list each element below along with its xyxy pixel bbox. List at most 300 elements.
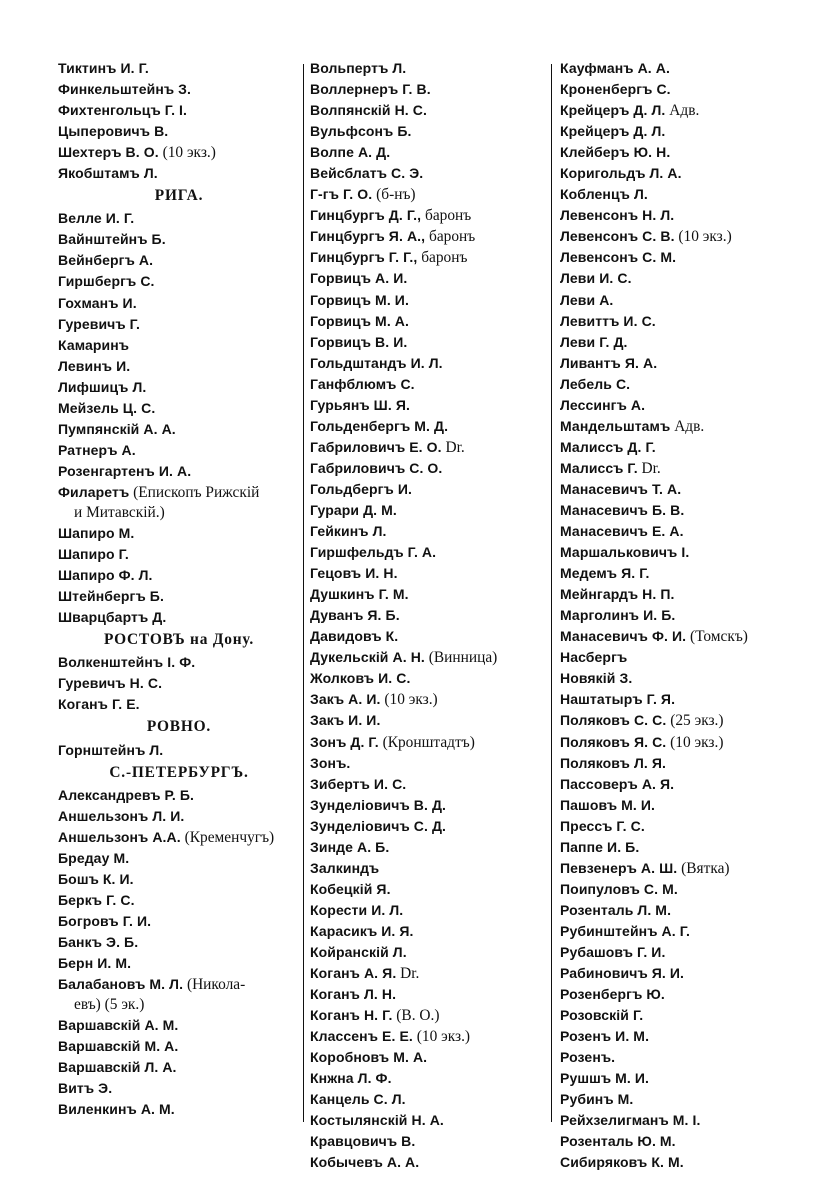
subscriber-entry bbox=[310, 437, 552, 458]
subscriber-name: Зунделіовичъ В. Д. bbox=[310, 796, 447, 813]
subscriber-name: Балабановъ М. Л. bbox=[58, 976, 184, 993]
subscriber-name: Ливантъ Я. А. bbox=[560, 354, 658, 371]
subscriber-entry bbox=[310, 563, 552, 584]
subscriber-name: Поляковъ Л. Я. bbox=[560, 754, 667, 771]
subscriber-name: Кравцовичъ В. bbox=[310, 1133, 416, 1150]
subscriber-entry bbox=[310, 290, 552, 311]
subscriber-name: Кобецкій Я. bbox=[310, 880, 391, 897]
subscriber-entry bbox=[560, 311, 822, 332]
subscriber-entry bbox=[560, 963, 822, 984]
subscriber-name: Шварцбартъ Д. bbox=[58, 609, 167, 626]
subscriber-entry bbox=[560, 1152, 822, 1173]
subscriber-entry bbox=[310, 58, 552, 79]
subscriber-name: Леви Г. Д. bbox=[560, 333, 628, 350]
subscriber-name: Витъ Э. bbox=[58, 1080, 113, 1097]
subscriber-name: Шапиро Ф. Л. bbox=[58, 567, 153, 584]
subscriber-name: Зинде А. Б. bbox=[310, 838, 390, 855]
subscriber-entry bbox=[310, 1152, 552, 1173]
subscriber-name: Гуревичъ Г. bbox=[58, 315, 140, 332]
subscriber-entry bbox=[310, 268, 552, 289]
subscriber-name: Гиршбергъ С. bbox=[58, 273, 155, 290]
subscriber-name: Пассоверъ А. Я. bbox=[560, 775, 675, 792]
subscriber-name: Залкиндъ bbox=[310, 859, 380, 876]
subscriber-entry bbox=[310, 542, 552, 563]
subscriber-name: Манасевичъ Ф. И. bbox=[560, 628, 687, 645]
subscriber-entry bbox=[560, 710, 822, 731]
subscriber-entry bbox=[560, 121, 822, 142]
subscriber-entry bbox=[58, 1057, 300, 1078]
subscriber-entry bbox=[310, 458, 552, 479]
subscriber-entry bbox=[560, 1068, 822, 1089]
subscriber-name: Крейцеръ Д. Л. bbox=[560, 102, 666, 119]
subscriber-name: Александревъ Р. Б. bbox=[58, 786, 194, 803]
subscriber-name: Мейнгардъ Н. П. bbox=[560, 586, 675, 603]
subscriber-name: Вольпертъ Л. bbox=[310, 60, 407, 76]
subscriber-name: Лебель С. bbox=[560, 375, 631, 392]
subscriber-note-continuation: и Митавскій.) bbox=[74, 503, 165, 521]
subscriber-entry bbox=[58, 356, 300, 377]
subscriber-name: Г-гъ Г. О. bbox=[310, 186, 373, 203]
subscriber-name: Якобштамъ Л. bbox=[58, 165, 158, 182]
subscriber-name: Певзенеръ А. Ш. bbox=[560, 859, 678, 876]
subscriber-entry bbox=[560, 647, 822, 668]
subscriber-entry bbox=[310, 311, 552, 332]
subscriber-entry bbox=[58, 652, 300, 673]
subscriber-name: Зунделіовичъ С. Д. bbox=[310, 817, 447, 834]
subscriber-name: Поипуловъ С. М. bbox=[560, 880, 678, 897]
subscriber-entry bbox=[310, 710, 552, 731]
subscriber-name: Лессингъ А. bbox=[560, 396, 646, 413]
subscriber-entry bbox=[560, 732, 822, 753]
subscriber-note: (25 экз.) bbox=[670, 712, 724, 730]
subscriber-entry bbox=[58, 544, 300, 565]
subscriber-entry bbox=[58, 142, 300, 163]
subscriber-name: Левенсонъ С. М. bbox=[560, 249, 677, 266]
subscriber-note: (10 экз.) bbox=[162, 144, 216, 162]
subscriber-entry bbox=[560, 795, 822, 816]
subscriber-entry bbox=[560, 816, 822, 837]
subscriber-name: Воллернеръ Г. В. bbox=[310, 81, 431, 98]
subscriber-name: Насбергъ bbox=[560, 649, 628, 666]
subscriber-entry bbox=[58, 1015, 300, 1036]
subscriber-name: Бредау М. bbox=[58, 849, 130, 866]
subscriber-name: Шапиро М. bbox=[58, 525, 135, 542]
subscriber-name: Бошъ К. И. bbox=[58, 870, 134, 887]
subscriber-entry bbox=[310, 374, 552, 395]
subscriber-entry bbox=[310, 1005, 552, 1026]
subscriber-entry bbox=[310, 942, 552, 963]
subscriber-name: Левиттъ И. С. bbox=[560, 312, 656, 329]
subscriber-entry bbox=[310, 1047, 552, 1068]
subscriber-name: Зонъ. bbox=[310, 754, 351, 771]
subscriber-name: Коробновъ М. А. bbox=[310, 1049, 428, 1066]
subscriber-name: Поляковъ С. С. bbox=[560, 712, 667, 729]
column-divider-1 bbox=[303, 64, 304, 1122]
subscriber-entry bbox=[310, 247, 552, 268]
subscriber-entry bbox=[560, 142, 822, 163]
subscriber-note-continuation: евъ) (5 эк.) bbox=[74, 996, 145, 1014]
subscriber-entry bbox=[560, 479, 822, 500]
subscriber-name: Виленкинъ А. М. bbox=[58, 1101, 175, 1118]
subscriber-name: Мейзель Ц. С. bbox=[58, 399, 156, 416]
subscriber-note: (Кронштадтъ) bbox=[382, 733, 475, 751]
subscriber-note: (Кременчугъ) bbox=[184, 828, 275, 846]
subscriber-name: Горвицъ В. И. bbox=[310, 333, 408, 350]
city-heading-text: РОСТОВЪ на Дону. bbox=[103, 631, 255, 649]
subscriber-entry bbox=[310, 753, 552, 774]
subscriber-entry bbox=[310, 816, 552, 837]
subscriber-entry bbox=[560, 837, 822, 858]
subscriber-entry bbox=[310, 795, 552, 816]
subscriber-name: Левенсонъ С. В. bbox=[560, 228, 675, 245]
subscriber-note: Адв. bbox=[669, 102, 700, 120]
subscriber-entry bbox=[560, 521, 822, 542]
subscriber-entry bbox=[560, 1089, 822, 1110]
subscriber-name: Зибертъ И. С. bbox=[310, 775, 407, 792]
subscriber-name: Дукельскій А. Н. bbox=[310, 649, 425, 666]
subscriber-entry bbox=[58, 827, 300, 848]
column-3 bbox=[560, 58, 822, 1171]
subscriber-entry bbox=[58, 806, 300, 827]
subscriber-entry bbox=[58, 271, 300, 292]
subscriber-name: Канцель С. Л. bbox=[310, 1091, 406, 1108]
subscriber-note: (Винница) bbox=[428, 649, 498, 667]
subscriber-name: Манасевичъ Б. В. bbox=[560, 501, 685, 518]
subscriber-entry bbox=[310, 100, 552, 121]
subscriber-name: Рейхзелигманъ М. І. bbox=[560, 1112, 701, 1129]
subscriber-name: Закъ И. И. bbox=[310, 712, 381, 729]
column-1 bbox=[58, 58, 300, 1128]
subscriber-entry bbox=[58, 314, 300, 335]
subscriber-entry bbox=[58, 869, 300, 890]
subscriber-name: Ганфблюмъ С. bbox=[310, 375, 415, 392]
subscriber-entry bbox=[560, 332, 822, 353]
subscriber-entry bbox=[58, 1099, 300, 1120]
subscriber-name: Коганъ А. Я. bbox=[310, 965, 397, 982]
subscriber-name: Гольдштандъ И. Л. bbox=[310, 354, 443, 371]
subscriber-name: Гурари Д. М. bbox=[310, 501, 397, 518]
subscriber-entry bbox=[560, 542, 822, 563]
subscriber-name: Гейкинъ Л. bbox=[310, 523, 387, 540]
subscriber-entry bbox=[58, 419, 300, 440]
subscriber-name: Волкенштейнъ І. Ф. bbox=[58, 654, 196, 671]
subscriber-name: Манасевичъ Е. А. bbox=[560, 523, 684, 540]
subscriber-name: Гохманъ И. bbox=[58, 294, 137, 311]
subscriber-entry bbox=[310, 879, 552, 900]
subscriber-entry bbox=[560, 858, 822, 879]
subscriber-entry bbox=[310, 184, 552, 205]
subscriber-name: Медемъ Я. Г. bbox=[560, 565, 650, 582]
subscriber-entry bbox=[310, 689, 552, 710]
subscriber-entry bbox=[58, 785, 300, 806]
subscriber-entry bbox=[58, 440, 300, 461]
subscriber-name: Рушшъ М. И. bbox=[560, 1070, 650, 1087]
subscriber-name: Наштатыръ Г. Я. bbox=[560, 691, 676, 708]
city-heading-text: РИГА. bbox=[154, 187, 204, 205]
subscriber-name: Филаретъ bbox=[58, 483, 130, 500]
subscriber-entry bbox=[560, 500, 822, 521]
subscriber-name: Малиссъ Д. Г. bbox=[560, 438, 656, 455]
subscriber-entry bbox=[560, 1131, 822, 1152]
subscriber-entry bbox=[560, 921, 822, 942]
subscriber-name: Беркъ Г. С. bbox=[58, 891, 135, 908]
subscriber-entry bbox=[58, 694, 300, 715]
subscriber-entry bbox=[310, 900, 552, 921]
subscriber-name: Ратнеръ А. bbox=[58, 441, 136, 458]
subscriber-name: Левенсонъ Н. Л. bbox=[560, 207, 675, 224]
subscriber-note: Dr. bbox=[641, 459, 661, 477]
subscriber-name: Розенъ И. М. bbox=[560, 1028, 650, 1045]
subscriber-name: Гецовъ И. Н. bbox=[310, 565, 398, 582]
city-heading bbox=[58, 715, 300, 739]
subscriber-name: Розенбергъ Ю. bbox=[560, 986, 665, 1003]
subscriber-name: Шехтеръ В. О. bbox=[58, 144, 159, 161]
column-divider-2 bbox=[551, 64, 552, 1122]
subscriber-name: Велле И. Г. bbox=[58, 210, 135, 227]
subscriber-entry bbox=[560, 1110, 822, 1131]
subscriber-entry bbox=[560, 374, 822, 395]
subscriber-entry bbox=[310, 584, 552, 605]
subscriber-entry bbox=[58, 121, 300, 142]
subscriber-entry bbox=[58, 377, 300, 398]
subscriber-entry bbox=[560, 753, 822, 774]
subscriber-name: Габриловичъ С. О. bbox=[310, 459, 443, 476]
subscriber-entry bbox=[560, 268, 822, 289]
subscriber-entry bbox=[560, 247, 822, 268]
subscriber-name: Манасевичъ Т. А. bbox=[560, 480, 682, 497]
subscriber-entry bbox=[560, 668, 822, 689]
subscriber-name: Рубашовъ Г. И. bbox=[560, 943, 666, 960]
subscriber-entry bbox=[560, 626, 822, 647]
subscriber-name: Жолковъ И. С. bbox=[310, 670, 411, 687]
subscriber-name: Горнштейнъ Л. bbox=[58, 741, 164, 758]
subscriber-name: Пашовъ М. И. bbox=[560, 796, 656, 813]
subscriber-entry bbox=[58, 932, 300, 953]
subscriber-name: Вейнбергъ А. bbox=[58, 252, 154, 269]
subscriber-entry bbox=[310, 142, 552, 163]
subscriber-entry bbox=[310, 1110, 552, 1131]
subscriber-entry bbox=[58, 848, 300, 869]
subscriber-entry bbox=[58, 100, 300, 121]
subscriber-name: Кобычевъ А. А. bbox=[310, 1154, 420, 1171]
subscriber-entry bbox=[310, 353, 552, 374]
subscriber-name: Рабиновичъ Я. И. bbox=[560, 965, 685, 982]
subscriber-entry bbox=[58, 208, 300, 229]
subscriber-name: Финкельштейнъ З. bbox=[58, 81, 192, 98]
subscriber-name: Гинцбургъ Я. А., bbox=[310, 228, 426, 245]
subscriber-name: Костылянскій Н. А. bbox=[310, 1112, 444, 1129]
subscriber-entry bbox=[560, 563, 822, 584]
subscriber-entry bbox=[58, 565, 300, 586]
subscriber-name: Гиршфельдъ Г. А. bbox=[310, 544, 437, 561]
subscriber-name: Прессъ Г. С. bbox=[560, 817, 645, 834]
subscriber-note: (В. О.) bbox=[396, 1007, 440, 1025]
subscriber-entry bbox=[560, 584, 822, 605]
subscriber-entry bbox=[58, 461, 300, 482]
subscriber-name: Волпе А. Д. bbox=[310, 144, 391, 161]
subscriber-name: Розенталь Л. М. bbox=[560, 901, 672, 918]
subscriber-name: Розовскій Г. bbox=[560, 1007, 644, 1024]
subscriber-name: Гурьянъ Ш. Я. bbox=[310, 396, 410, 413]
subscriber-entry bbox=[58, 250, 300, 271]
subscriber-name: Варшавскій А. М. bbox=[58, 1017, 179, 1034]
subscriber-name: Маршальковичъ І. bbox=[560, 544, 690, 561]
subscriber-note: (Томскъ) bbox=[690, 628, 748, 646]
subscriber-entry bbox=[560, 58, 822, 79]
subscriber-entry bbox=[560, 416, 822, 437]
subscriber-name: Гинцбургъ Г. Г., bbox=[310, 249, 418, 266]
subscriber-entry bbox=[58, 890, 300, 911]
subscriber-note: баронъ bbox=[421, 249, 468, 267]
subscriber-entry bbox=[310, 1131, 552, 1152]
subscriber-name: Левинъ И. bbox=[58, 357, 131, 374]
subscriber-name: Цыперовичъ В. bbox=[58, 123, 169, 140]
subscriber-entry bbox=[58, 586, 300, 607]
subscriber-entry bbox=[560, 900, 822, 921]
subscriber-name: Тиктинъ И. Г. bbox=[58, 60, 149, 76]
city-heading-text: РОВНО. bbox=[146, 718, 212, 736]
subscriber-note: (10 экз.) bbox=[678, 228, 732, 246]
subscriber-entry bbox=[58, 482, 300, 523]
subscriber-name: Аншельзонъ Л. И. bbox=[58, 807, 185, 824]
subscriber-entry bbox=[310, 668, 552, 689]
subscriber-entry bbox=[560, 458, 822, 479]
subscriber-note: (Никола- bbox=[186, 976, 246, 994]
subscriber-entry bbox=[560, 1026, 822, 1047]
subscriber-name: Гольденбергъ М. Д. bbox=[310, 417, 449, 434]
subscriber-entry bbox=[310, 858, 552, 879]
subscriber-name: Гинцбургъ Д. Г., bbox=[310, 207, 422, 224]
subscriber-entry bbox=[560, 879, 822, 900]
subscriber-entry bbox=[310, 79, 552, 100]
subscriber-name: Крейцеръ Д. Л. bbox=[560, 123, 666, 140]
subscriber-entry bbox=[310, 226, 552, 247]
subscriber-name: Лифшицъ Л. bbox=[58, 378, 147, 395]
subscriber-name: Фихтенгольцъ Г. І. bbox=[58, 102, 188, 119]
subscriber-entry bbox=[560, 100, 822, 121]
subscriber-entry bbox=[58, 79, 300, 100]
subscriber-entry bbox=[560, 942, 822, 963]
subscriber-entry bbox=[58, 1078, 300, 1099]
subscriber-name: Леви И. С. bbox=[560, 270, 632, 287]
subscriber-name: Леви А. bbox=[560, 291, 614, 308]
subscriber-entry bbox=[310, 626, 552, 647]
subscriber-entry bbox=[310, 205, 552, 226]
subscriber-entry bbox=[560, 605, 822, 626]
subscriber-name: Аншельзонъ А.А. bbox=[58, 828, 181, 845]
subscriber-name: Классенъ Е. Е. bbox=[310, 1028, 413, 1045]
subscriber-name: Камаринъ bbox=[58, 336, 130, 353]
subscriber-entry bbox=[310, 395, 552, 416]
subscriber-name: Банкъ Э. Б. bbox=[58, 933, 139, 950]
subscriber-entry bbox=[560, 205, 822, 226]
subscriber-entry bbox=[310, 500, 552, 521]
subscriber-name: Пумпянскій А. А. bbox=[58, 420, 176, 437]
subscriber-name: Вульфсонъ Б. bbox=[310, 123, 412, 140]
subscriber-name: Новякій З. bbox=[560, 670, 633, 687]
subscriber-name: Дуванъ Я. Б. bbox=[310, 607, 400, 624]
subscriber-entry bbox=[310, 416, 552, 437]
subscriber-entry bbox=[58, 229, 300, 250]
subscriber-entry bbox=[560, 984, 822, 1005]
subscriber-name: Горвицъ А. И. bbox=[310, 270, 408, 287]
subscriber-name: Коганъ Г. Е. bbox=[58, 696, 140, 713]
subscriber-note: баронъ bbox=[429, 228, 476, 246]
subscriber-note: (10 экз.) bbox=[416, 1028, 471, 1046]
subscriber-entry bbox=[58, 293, 300, 314]
subscriber-entry bbox=[58, 523, 300, 544]
subscriber-name: Рубинштейнъ А. Г. bbox=[560, 922, 690, 939]
subscriber-entry bbox=[310, 163, 552, 184]
city-heading bbox=[58, 761, 300, 785]
subscriber-name: Закъ А. И. bbox=[310, 691, 381, 708]
subscriber-entry bbox=[58, 58, 300, 79]
subscriber-name: Рубинъ М. bbox=[560, 1091, 634, 1108]
subscriber-name: Варшавскій М. А. bbox=[58, 1038, 179, 1055]
subscriber-name: Шапиро Г. bbox=[58, 546, 129, 563]
subscriber-name: Зонъ Д. Г. bbox=[310, 733, 379, 750]
subscriber-name: Коганъ Н. Г. bbox=[310, 1007, 393, 1024]
subscriber-note: (10 экз.) bbox=[670, 733, 724, 751]
subscriber-entry bbox=[310, 647, 552, 668]
subscriber-note: Dr. bbox=[400, 965, 420, 983]
subscriber-name: Варшавскій Л. А. bbox=[58, 1059, 177, 1076]
subscriber-entry bbox=[310, 521, 552, 542]
subscriber-entry bbox=[560, 163, 822, 184]
subscriber-name: Паппе И. Б. bbox=[560, 838, 640, 855]
subscriber-entry bbox=[310, 479, 552, 500]
subscriber-name: Кнжна Л. Ф. bbox=[310, 1070, 392, 1087]
subscriber-entry bbox=[58, 607, 300, 628]
subscriber-name: Гольдбергъ И. bbox=[310, 480, 412, 497]
subscriber-note: Dr. bbox=[445, 438, 465, 456]
subscriber-note: (б-нъ) bbox=[376, 186, 416, 204]
subscriber-name: Поляковъ Я. С. bbox=[560, 733, 667, 750]
column-2 bbox=[310, 58, 552, 1171]
subscriber-name: Душкинъ Г. М. bbox=[310, 586, 409, 603]
subscriber-name: Марголинъ И. Б. bbox=[560, 607, 676, 624]
city-heading bbox=[58, 184, 300, 208]
subscriber-name: Коригольдъ Л. А. bbox=[560, 165, 682, 182]
subscriber-name: Малиссъ Г. bbox=[560, 459, 638, 476]
subscriber-name: Розенталь Ю. М. bbox=[560, 1133, 676, 1150]
subscriber-note: (Епископъ Рижскій bbox=[133, 483, 260, 501]
subscriber-name: Кобленцъ Л. bbox=[560, 186, 648, 203]
subscriber-entry bbox=[560, 1047, 822, 1068]
subscriber-entry bbox=[58, 740, 300, 761]
subscriber-name: Карасикъ И. Я. bbox=[310, 922, 414, 939]
subscriber-note: (10 экз.) bbox=[384, 691, 438, 709]
subscriber-name: Кроненбергъ С. bbox=[560, 81, 671, 98]
subscriber-note: баронъ bbox=[424, 207, 472, 225]
subscriber-entry bbox=[560, 290, 822, 311]
subscriber-name: Кауфманъ А. А. bbox=[560, 60, 670, 76]
subscriber-name: Мандельштамъ bbox=[560, 417, 671, 434]
subscriber-entry bbox=[560, 353, 822, 374]
subscriber-entry bbox=[58, 953, 300, 974]
subscriber-name: Розенъ. bbox=[560, 1049, 616, 1066]
subscriber-name: Сибиряковъ К. М. bbox=[560, 1154, 684, 1171]
city-heading bbox=[58, 628, 300, 652]
subscriber-entry bbox=[560, 689, 822, 710]
subscriber-name: Койранскій Л. bbox=[310, 943, 407, 960]
subscriber-entry bbox=[310, 837, 552, 858]
city-heading-text: С.-ПЕТЕРБУРГЪ. bbox=[109, 763, 249, 781]
subscriber-entry bbox=[560, 79, 822, 100]
subscriber-entry bbox=[560, 437, 822, 458]
subscriber-entry bbox=[58, 398, 300, 419]
subscriber-entry bbox=[58, 911, 300, 932]
